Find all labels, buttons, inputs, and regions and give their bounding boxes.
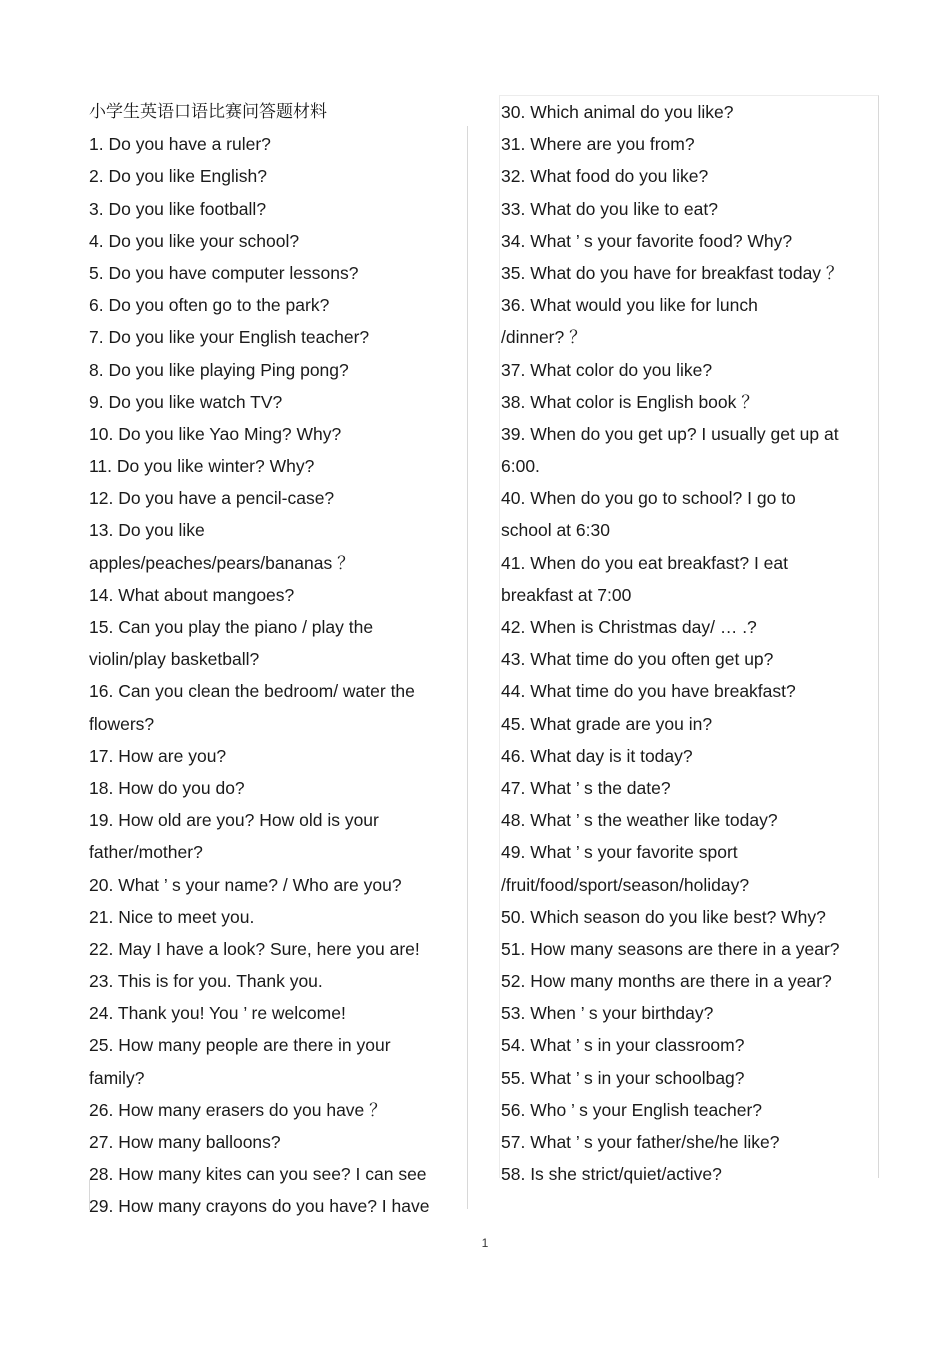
left-column-line: 2. Do you like English? bbox=[89, 166, 268, 187]
right-column-line: 39. When do you get up? I usually get up at bbox=[501, 423, 839, 444]
left-column-line: 12. Do you have a pencil-case? bbox=[89, 488, 335, 509]
right-column-line: breakfast at 7:00 bbox=[501, 584, 632, 605]
document-title: 小学生英语口语比赛问答题材料 bbox=[89, 102, 327, 122]
left-column-line: 19. How old are you? How old is your bbox=[89, 810, 379, 831]
right-column-line: 41. When do you eat breakfast? I eat bbox=[501, 552, 788, 573]
right-column-line: 52. How many months are there in a year? bbox=[501, 971, 832, 992]
right-column-line: 58. Is she strict/quiet/active? bbox=[501, 1164, 722, 1185]
right-column-line: 40. When do you go to school? I go to bbox=[501, 488, 796, 509]
page-number: 1 bbox=[481, 1236, 489, 1250]
left-column-line: 17. How are you? bbox=[89, 745, 227, 766]
right-column-line: 51. How many seasons are there in a year? bbox=[501, 938, 840, 959]
right-column-line: 42. When is Christmas day/ … .? bbox=[501, 617, 757, 637]
left-column-line: 11. Do you like winter? Why? bbox=[89, 456, 315, 477]
left-column-line: 3. Do you like football? bbox=[89, 198, 267, 219]
left-column-line: 21. Nice to meet you. bbox=[89, 906, 255, 927]
right-column-line: 33. What do you like to eat? bbox=[501, 198, 718, 219]
right-column-line: 55. What ’ s in your schoolbag? bbox=[501, 1067, 745, 1088]
left-column-line: 15. Can you play the piano / play the bbox=[89, 617, 374, 637]
left-column-line: 27. How many balloons? bbox=[89, 1132, 281, 1152]
right-column-line: 6:00. bbox=[501, 456, 540, 477]
left-column-line: apples/peaches/pears/bananas ？ bbox=[89, 552, 355, 573]
right-column bbox=[501, 96, 877, 1190]
right-column-line: 53. When ’ s your birthday? bbox=[501, 1003, 714, 1024]
right-column-line: 43. What time do you often get up? bbox=[501, 649, 774, 670]
left-column-line: 20. What ’ s your name? / Who are you? bbox=[89, 874, 402, 895]
left-column-line: family? bbox=[89, 1067, 145, 1088]
left-column-line: 7. Do you like your English teacher? bbox=[89, 327, 370, 348]
left-column-line: 23. This is for you. Thank you. bbox=[89, 971, 323, 992]
right-column-line: 30. Which animal do you like? bbox=[501, 102, 734, 122]
left-column-line: 13. Do you like bbox=[89, 520, 205, 541]
right-column-line: 32. What food do you like? bbox=[501, 166, 709, 187]
right-column-line: /dinner? ？ bbox=[501, 327, 587, 348]
left-column bbox=[89, 96, 467, 1223]
right-column-line: 44. What time do you have breakfast? bbox=[501, 681, 796, 702]
left-column-line: flowers? bbox=[89, 713, 155, 734]
left-column-line: 25. How many people are there in your bbox=[89, 1035, 391, 1056]
left-column-line: 8. Do you like playing Ping pong? bbox=[89, 359, 349, 380]
left-column-line: father/mother? bbox=[89, 842, 203, 863]
left-column-line: violin/play basketball? bbox=[89, 649, 260, 670]
left-column-line: 22. May I have a look? Sure, here you are! bbox=[89, 938, 420, 959]
left-column-line: 10. Do you like Yao Ming? Why? bbox=[89, 423, 342, 444]
right-column-line: 36. What would you like for lunch bbox=[501, 295, 758, 316]
left-column-line: 5. Do you have computer lessons? bbox=[89, 262, 359, 283]
right-column-line: 31. Where are you from? bbox=[501, 134, 695, 155]
left-column-line: 18. How do you do? bbox=[89, 777, 245, 798]
right-column-line: 54. What ’ s in your classroom? bbox=[501, 1035, 745, 1056]
right-column-line: 46. What day is it today? bbox=[501, 745, 693, 766]
right-column-line: 37. What color do you like? bbox=[501, 359, 713, 380]
left-column-line: 6. Do you often go to the park? bbox=[89, 295, 330, 316]
column-divider bbox=[467, 126, 468, 1209]
right-column-line: 35. What do you have for breakfast today ？ bbox=[501, 262, 844, 283]
right-column-line: 47. What ’ s the date? bbox=[501, 777, 671, 798]
left-column-line: 24. Thank you! You ’ re welcome! bbox=[89, 1003, 346, 1024]
right-column-line: 38. What color is English book ？ bbox=[501, 391, 759, 412]
right-column-line: 34. What ’ s your favorite food? Why? bbox=[501, 230, 793, 251]
left-column-line: 26. How many erasers do you have ？ bbox=[89, 1099, 387, 1120]
left-column-line: 29. How many crayons do you have? I have bbox=[89, 1196, 430, 1217]
right-column-line: /fruit/food/sport/season/holiday? bbox=[501, 874, 750, 895]
right-column-line: 56. Who ’ s your English teacher? bbox=[501, 1099, 763, 1120]
left-column-line: 9. Do you like watch TV? bbox=[89, 391, 283, 412]
right-column-line: 50. Which season do you like best? Why? bbox=[501, 906, 826, 927]
left-column-line: 1. Do you have a ruler? bbox=[89, 134, 271, 155]
right-column-line: 49. What ’ s your favorite sport bbox=[501, 842, 738, 863]
left-column-line: 4. Do you like your school? bbox=[89, 230, 300, 251]
right-column-line: school at 6:30 bbox=[501, 520, 610, 541]
left-column-line: 28. How many kites can you see? I can see bbox=[89, 1164, 427, 1185]
right-column-line: 57. What ’ s your father/she/he like? bbox=[501, 1132, 780, 1152]
left-column-line: 14. What about mangoes? bbox=[89, 584, 295, 605]
right-column-line: 48. What ’ s the weather like today? bbox=[501, 810, 778, 831]
left-column-line: 16. Can you clean the bedroom/ water the bbox=[89, 681, 415, 702]
right-column-line: 45. What grade are you in? bbox=[501, 713, 713, 734]
